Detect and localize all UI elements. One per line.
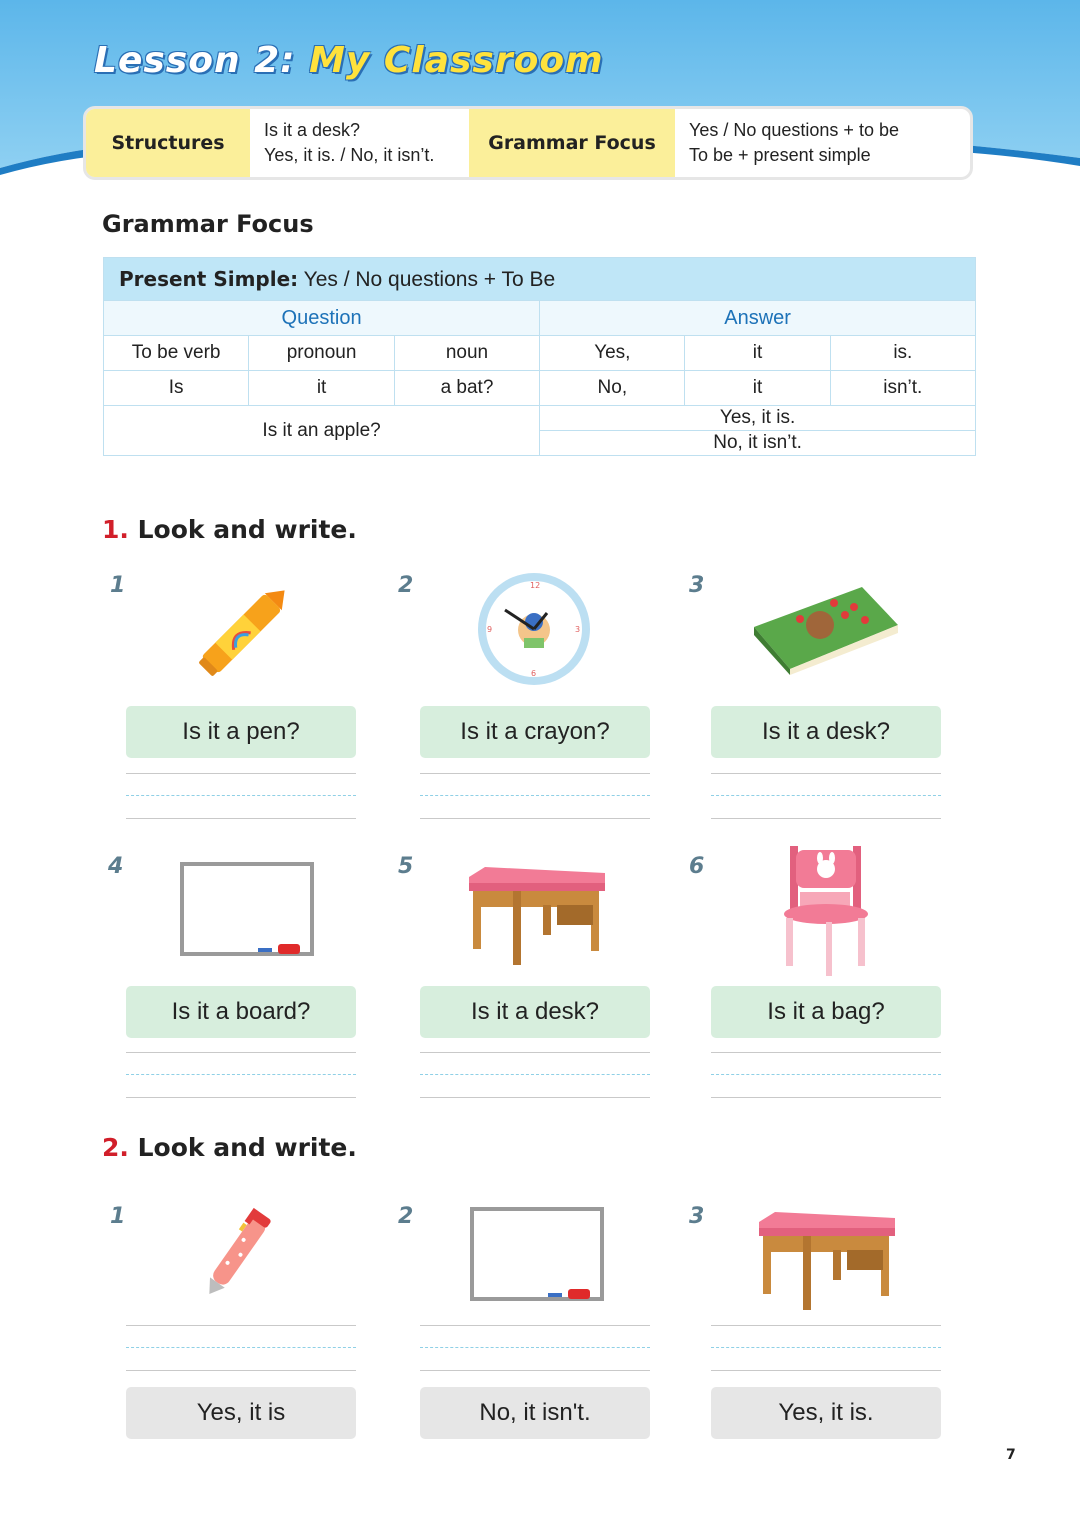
answer-header: Answer (540, 301, 976, 336)
question-box: Is it a board? (126, 986, 356, 1038)
lesson-summary-bar (83, 106, 973, 180)
svg-text:3: 3 (575, 625, 581, 634)
grammar-table (103, 257, 976, 456)
example-question: Is it an apple? (104, 406, 540, 456)
lesson-name: My Classroom (309, 40, 604, 81)
table-cell: pronoun (249, 336, 395, 371)
exercise-2-heading (102, 1133, 357, 1162)
item-number: 5 (398, 854, 414, 879)
question-writing-line[interactable] (126, 1325, 356, 1371)
table-cell: isn’t. (830, 371, 975, 406)
svg-text:9: 9 (487, 625, 493, 634)
exercise-1-number: 1. (102, 515, 129, 544)
question-box: Is it a desk? (420, 986, 650, 1038)
grammar-line-1: Yes / No questions + to be (689, 120, 899, 140)
structures-value (250, 109, 469, 177)
chair-icon (778, 842, 873, 978)
lesson-title (94, 40, 604, 81)
table-row (104, 336, 976, 371)
item-number: 3 (689, 573, 705, 598)
table-cell: Is (104, 371, 249, 406)
svg-text:6: 6 (531, 669, 537, 678)
grammar-line-2: To be + present simple (689, 145, 871, 165)
example-answer-yes: Yes, it is. (540, 406, 976, 431)
svg-text:12: 12 (530, 581, 541, 590)
item-number: 1 (110, 1204, 126, 1229)
book-icon (750, 585, 900, 675)
page-number: 7 (1006, 1447, 1016, 1463)
grammar-focus-heading: Grammar Focus (102, 210, 314, 238)
whiteboard-icon (178, 860, 316, 958)
question-writing-line[interactable] (420, 1325, 650, 1371)
answer-box: No, it isn't. (420, 1387, 650, 1439)
grammar-focus-label: Grammar Focus (469, 109, 675, 177)
exercise-1-heading (102, 515, 357, 544)
answer-writing-line[interactable] (420, 1052, 650, 1098)
answer-writing-line[interactable] (126, 773, 356, 819)
table-cell: it (685, 336, 830, 371)
table-cell: noun (394, 336, 539, 371)
exercise-2-number: 2. (102, 1133, 129, 1162)
answer-writing-line[interactable] (126, 1052, 356, 1098)
question-header: Question (104, 301, 540, 336)
answer-writing-line[interactable] (711, 1052, 941, 1098)
pen-icon (188, 1198, 292, 1306)
table-cell: a bat? (394, 371, 539, 406)
item-number: 3 (689, 1204, 705, 1229)
item-number: 6 (689, 854, 705, 879)
caption-bold: Present Simple: (119, 266, 299, 291)
answer-writing-line[interactable] (420, 773, 650, 819)
table-cell: Yes, (540, 336, 685, 371)
crayon-icon (185, 578, 305, 683)
item-number: 2 (398, 573, 414, 598)
table-row (104, 371, 976, 406)
lesson-prefix: Lesson 2: (94, 40, 296, 81)
table-row (104, 406, 976, 431)
answer-box: Yes, it is (126, 1387, 356, 1439)
desk-icon (465, 865, 607, 967)
structures-line-2: Yes, it is. / No, it isn’t. (264, 145, 435, 165)
question-box: Is it a crayon? (420, 706, 650, 758)
item-number: 1 (110, 573, 126, 598)
table-cell: it (685, 371, 830, 406)
structures-line-1: Is it a desk? (264, 120, 361, 140)
answer-writing-line[interactable] (711, 773, 941, 819)
table-cell: To be verb (104, 336, 249, 371)
clock-icon (475, 570, 593, 688)
exercise-2-title: Look and write. (128, 1133, 357, 1162)
caption-rest: Yes / No questions + To Be (298, 267, 556, 291)
grammar-table-caption (104, 258, 976, 301)
answer-box: Yes, it is. (711, 1387, 941, 1439)
desk-icon (755, 1210, 897, 1312)
question-box: Is it a desk? (711, 706, 941, 758)
whiteboard-icon (468, 1205, 606, 1303)
item-number: 2 (398, 1204, 414, 1229)
item-number: 4 (108, 854, 124, 879)
question-box: Is it a pen? (126, 706, 356, 758)
table-cell: No, (540, 371, 685, 406)
table-cell: is. (830, 336, 975, 371)
table-cell: it (249, 371, 395, 406)
grammar-focus-value (675, 109, 969, 177)
question-box: Is it a bag? (711, 986, 941, 1038)
example-answer-no: No, it isn’t. (540, 431, 976, 456)
structures-label: Structures (86, 109, 250, 177)
exercise-1-title: Look and write. (128, 515, 357, 544)
question-writing-line[interactable] (711, 1325, 941, 1371)
